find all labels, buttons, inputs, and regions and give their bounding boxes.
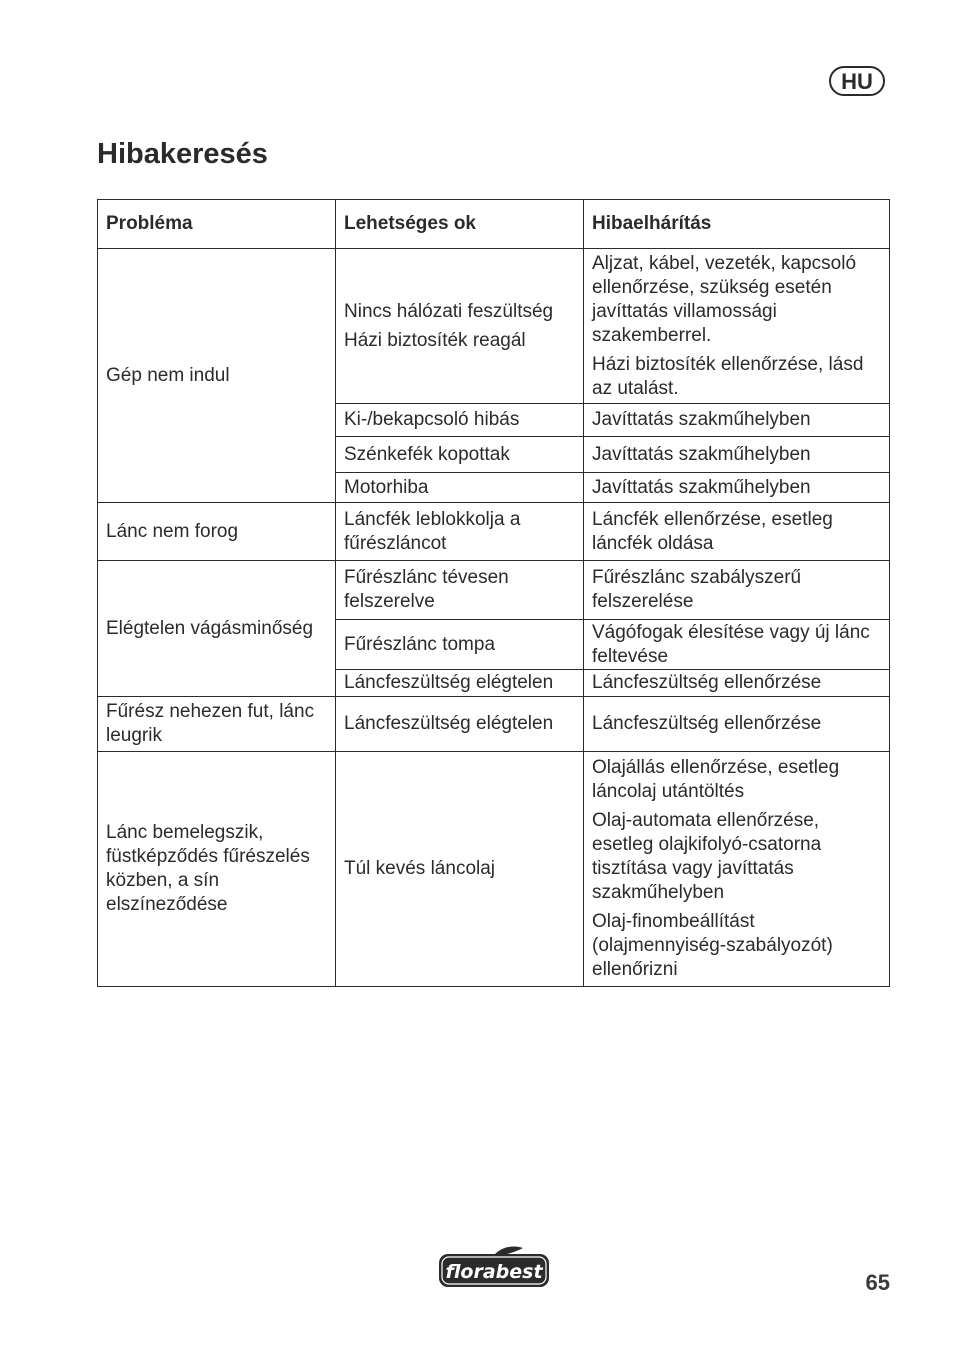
cause-cell: Fűrészlánc tévesen felszerelve (336, 561, 584, 620)
fix-cell: Javíttatás szakműhelyben (584, 473, 890, 503)
problem-cell: Gép nem indul (98, 249, 336, 503)
cause-cell: Láncfék leblokkolja a fűrészláncot (336, 503, 584, 561)
fix-cell: Javíttatás szakműhelyben (584, 404, 890, 437)
table-row (98, 503, 890, 561)
cause-text: Nincs hálózati feszültség (344, 300, 554, 322)
cause-text: Házi biztosíték reagál (344, 329, 526, 351)
fix-text: Olaj-finombeállítást (olajmennyiség-szabályozót) ellenőrizni (592, 911, 833, 980)
page-number: 65 (865, 1270, 890, 1295)
table-row (98, 697, 890, 752)
fix-cell: Fűrészlánc szabályszerű felszerelése (584, 561, 890, 620)
cause-cell: Túl kevés láncolaj (336, 752, 584, 987)
cause-cell: Fűrészlánc tompa (336, 620, 584, 670)
header-fix: Hibaelhárítás (584, 200, 890, 249)
fix-text: Olaj-automata ellenőrzése, esetleg olajkifolyó-csatorna tisztítása vagy javíttatás szakműhelyben (592, 810, 822, 903)
florabest-logo (437, 1244, 551, 1290)
table-row (98, 249, 890, 404)
cause-cell: Ki-/bekapcsoló hibás (336, 404, 584, 437)
problem-cell: Elégtelen vágásminőség (98, 561, 336, 697)
problem-cell: Lánc nem forog (98, 503, 336, 561)
table-header-row (98, 200, 890, 249)
fix-cell: Láncfeszültség ellenőrzése (584, 697, 890, 752)
header-problem: Probléma (98, 200, 336, 249)
fix-cell: Vágófogak élesítése vagy új lánc feltevése (584, 620, 890, 670)
logo-text: florabest (445, 1261, 543, 1283)
cause-cell: Motorhiba (336, 473, 584, 503)
language-badge: HU (829, 66, 885, 96)
fix-cell: Javíttatás szakműhelyben (584, 437, 890, 473)
table-row (98, 752, 890, 987)
fix-cell: Láncfeszültség ellenőrzése (584, 670, 890, 697)
fix-cell (584, 249, 890, 404)
fix-cell (584, 752, 890, 987)
header-cause: Lehetséges ok (336, 200, 584, 249)
cause-cell: Láncfeszültség elégtelen (336, 697, 584, 752)
cause-cell: Láncfeszültség elégtelen (336, 670, 584, 697)
problem-cell: Fűrész nehezen fut, lánc leugrik (98, 697, 336, 752)
problem-cell: Lánc bemelegszik, füstképződés fűrészelés közben, a sín elszíneződése (98, 752, 336, 987)
fix-text: Aljzat, kábel, vezeték, kapcsoló ellenőrzése, szükség esetén javíttatás villamossági szakemberrel. (592, 252, 857, 346)
table-row (98, 561, 890, 620)
page-title: Hibakeresés (97, 138, 268, 170)
fix-text: Olajállás ellenőrzése, esetleg láncolaj utántöltés (592, 757, 840, 802)
cause-cell (336, 249, 584, 404)
cause-cell: Szénkefék kopottak (336, 437, 584, 473)
fix-text: Házi biztosíték ellenőrzése, lásd az utalást. (592, 353, 864, 399)
fix-cell: Láncfék ellenőrzése, esetleg láncfék oldása (584, 503, 890, 561)
troubleshooting-table (97, 199, 890, 987)
